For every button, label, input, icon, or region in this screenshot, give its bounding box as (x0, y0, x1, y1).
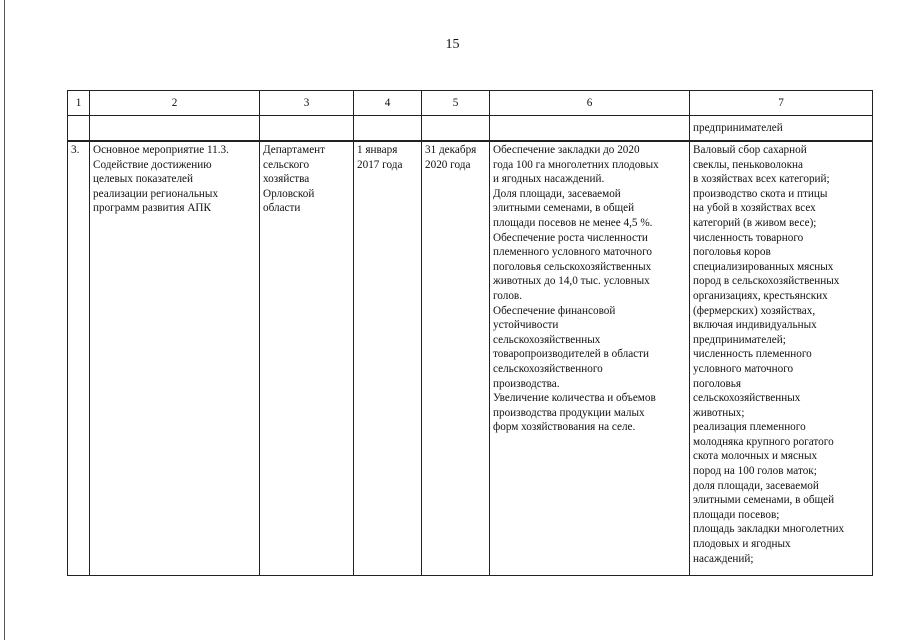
text-line: поголовья коров (693, 246, 771, 259)
text-line: 31 декабря (425, 144, 477, 156)
text-line: доля площади, засеваемой (693, 479, 819, 492)
text-line: программ развития АПК (93, 202, 211, 215)
measure-name-cell (90, 142, 260, 576)
text-line: сельского (263, 158, 310, 171)
text-line: племенного условного маточного (493, 246, 652, 259)
continuation-row (68, 116, 873, 141)
text-line: года 100 га многолетних плодовых (493, 158, 659, 171)
text-line: организациях, крестьянских (693, 289, 828, 302)
continuation-text: предпринимателей (690, 116, 873, 141)
header-cell-7: 7 (690, 91, 873, 116)
table-row (68, 142, 873, 576)
text-line: сельскохозяйственных (493, 333, 601, 346)
text-line: поголовья сельскохозяйственных (493, 260, 652, 273)
text-line: и ягодных насаждений. (493, 173, 605, 186)
text-line: животных до 14,0 тыс. условных (493, 275, 650, 288)
text-line: Основное мероприятие 11.3. (93, 144, 229, 156)
text-line: площади посевов не менее 4,5 %. (493, 216, 653, 229)
text-line: численность племенного (693, 348, 812, 361)
text-line: Обеспечение закладки до 2020 (493, 144, 640, 156)
text-line: включая индивидуальных (693, 319, 817, 332)
program-table (67, 90, 873, 576)
text-line: сельскохозяйственного (493, 362, 603, 375)
text-line: голов. (493, 289, 523, 302)
text-line: целевых показателей (93, 173, 193, 186)
text-line: поголовья (693, 377, 742, 390)
indicators-cell (690, 142, 873, 576)
page-number: 15 (445, 37, 460, 52)
text-line: молодняка крупного рогатого (693, 435, 834, 448)
text-line: плодовых и ягодных (693, 538, 791, 551)
text-line: в хозяйствах всех категорий; (693, 173, 830, 186)
text-line: производство скота и птицы (693, 187, 828, 200)
text-line: Увеличение количества и объемов (493, 392, 656, 405)
start-date-cell (354, 142, 422, 576)
header-cell-5: 5 (422, 91, 490, 116)
text-line: условного маточного (693, 362, 794, 375)
text-line: (фермерских) хозяйствах, (693, 304, 816, 317)
expected-result-cell (490, 142, 690, 576)
text-line: Обеспечение роста численности (493, 231, 648, 244)
text-line: реализация племенного (693, 421, 806, 434)
text-line: 1 января (357, 144, 398, 156)
text-line: площади посевов; (693, 508, 780, 521)
text-line: 2020 года (425, 158, 471, 171)
end-date-cell (422, 142, 490, 576)
text-line: области (263, 202, 301, 215)
text-line: численность товарного (693, 231, 804, 244)
text-line: 2017 года (357, 158, 403, 171)
text-line: товаропроизводителей в области (493, 348, 650, 361)
text-line: насаждений; (693, 552, 754, 565)
text-line: предпринимателей; (693, 333, 786, 346)
header-cell-2: 2 (90, 91, 260, 116)
text-line: элитными семенами, в общей (693, 494, 835, 507)
text-line: пород на 100 голов маток; (693, 465, 817, 478)
text-line: пород в сельскохозяйственных (693, 275, 840, 288)
header-cell-1: 1 (68, 91, 90, 116)
text-line: форм хозяйствования на селе. (493, 421, 636, 434)
text-line: производства продукции малых (493, 406, 645, 419)
text-line: Валовый сбор сахарной (693, 144, 807, 156)
column-number-row (68, 91, 873, 116)
executor-cell (260, 142, 354, 576)
text-line: устойчивости (493, 319, 559, 332)
text-line: Доля площади, засеваемой (493, 187, 621, 200)
row-number: 3. (68, 142, 90, 576)
text-line: хозяйства (263, 173, 310, 186)
text-line: Обеспечение финансовой (493, 304, 616, 317)
text-line: Департамент (263, 144, 326, 156)
text-line: животных; (693, 406, 745, 419)
text-line: свеклы, пеньковолокна (693, 158, 803, 171)
text-line: элитными семенами, в общей (493, 202, 635, 215)
text-line: Орловской (263, 187, 315, 200)
text-line: скота молочных и мясных (693, 450, 818, 463)
header-cell-6: 6 (490, 91, 690, 116)
text-line: Содействие достижению (93, 158, 212, 171)
text-line: категорий (в живом весе); (693, 216, 817, 229)
page-edge-rule (4, 0, 5, 640)
header-cell-3: 3 (260, 91, 354, 116)
text-line: специализированных мясных (693, 260, 834, 273)
text-line: сельскохозяйственных (693, 392, 801, 405)
text-line: на убой в хозяйствах всех (693, 202, 816, 215)
header-cell-4: 4 (354, 91, 422, 116)
text-line: площадь закладки многолетних (693, 523, 845, 536)
text-line: реализации региональных (93, 187, 219, 200)
text-line: производства. (493, 377, 560, 390)
